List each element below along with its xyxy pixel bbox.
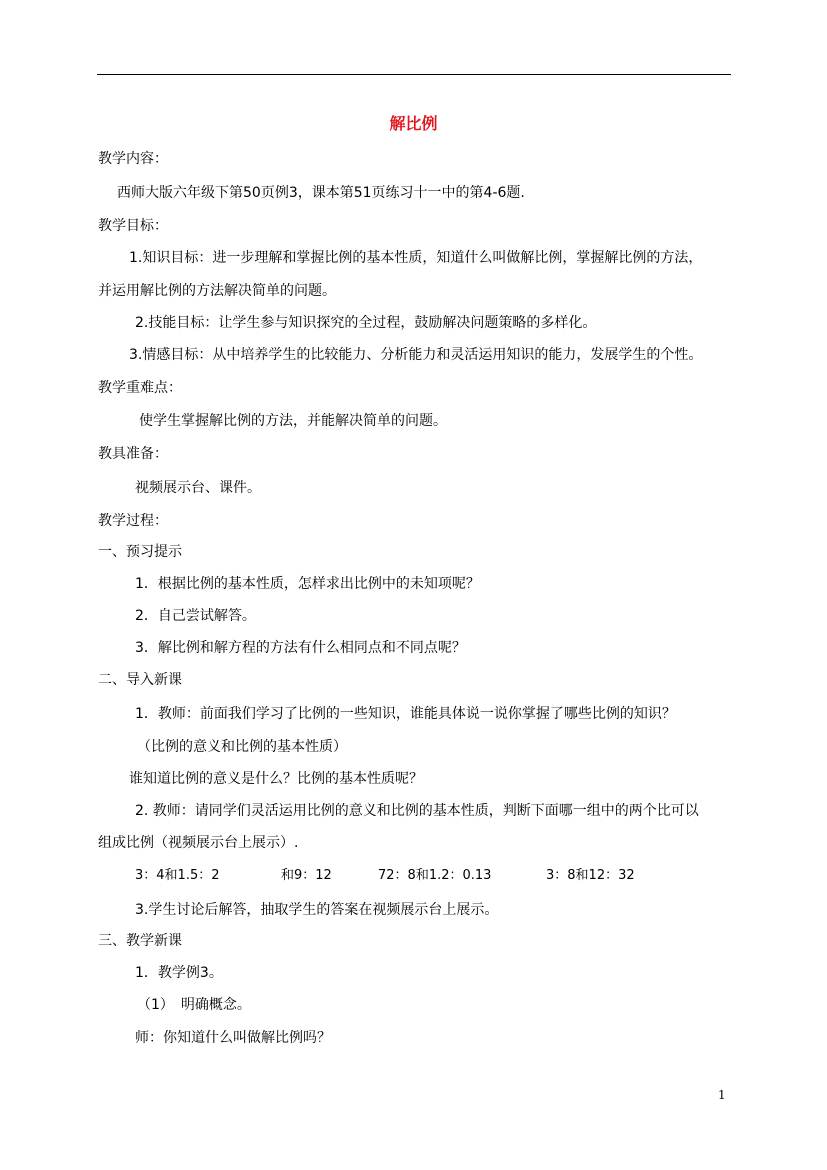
paragraph-line: 2.技能目标：让学生参与知识探究的全过程，鼓励解决问题策略的多样化。 xyxy=(135,315,597,331)
paragraph-line: 组成比例（视频展示台上展示）. xyxy=(98,835,299,851)
page-number: 1 xyxy=(718,1088,726,1102)
list-item: 1．教师：前面我们学习了比例的一些知识，谁能具体说一说你掌握了哪些比例的知识？ xyxy=(135,706,676,722)
paragraph-line: 西师大版六年级下第50页例3，课本第51页练习十一中的第4-6题. xyxy=(117,185,525,201)
list-item: 1．教学例3。 xyxy=(135,965,223,981)
section-heading-goals: 教学目标： xyxy=(98,218,168,234)
paragraph-line: 谁知道比例的意义是什么？比例的基本性质呢？ xyxy=(129,771,423,787)
list-item: （1） 明确概念。 xyxy=(137,997,251,1013)
list-item: 2．自己尝试解答。 xyxy=(135,608,256,624)
section-heading-process: 教学过程： xyxy=(98,513,168,529)
paragraph-line: 1.知识目标：进一步理解和掌握比例的基本性质，知道什么叫做解比例，掌握解比例的方法， xyxy=(129,250,703,266)
subsection-heading: 二、导入新课 xyxy=(98,672,182,688)
ratio-pair: 和9：12 xyxy=(281,868,332,883)
paragraph-line: 3.情感目标：从中培养学生的比较能力、分析能力和灵活运用知识的能力，发展学生的个性。 xyxy=(129,347,703,363)
list-item: 3．解比例和解方程的方法有什么相同点和不同点呢？ xyxy=(135,640,466,656)
ratio-pair: 3：4和1.5：2 xyxy=(135,868,220,883)
document-title: 解比例 xyxy=(389,114,438,133)
paragraph-line: 视频展示台、课件。 xyxy=(135,480,261,496)
list-item: 2. 教师：请同学们灵活运用比例的意义和比例的基本性质，判断下面哪一组中的两个比可以 xyxy=(135,803,699,819)
ratio-pair: 3：8和12：32 xyxy=(546,868,635,883)
section-heading-content: 教学内容： xyxy=(98,151,168,167)
ratio-pair: 72：8和1.2：0.13 xyxy=(378,868,492,883)
subsection-heading: 一、预习提示 xyxy=(98,544,182,560)
paragraph-line: 师：你知道什么叫做解比例吗？ xyxy=(135,1030,331,1046)
section-heading-materials: 教具准备： xyxy=(98,446,168,462)
section-heading-key-points: 教学重难点： xyxy=(98,380,182,396)
list-item: 3.学生讨论后解答，抽取学生的答案在视频展示台上展示。 xyxy=(135,902,499,918)
paragraph-line: 并运用解比例的方法解决简单的问题。 xyxy=(98,283,336,299)
subsection-heading: 三、教学新课 xyxy=(98,933,182,949)
paragraph-line: （比例的意义和比例的基本性质） xyxy=(137,739,347,755)
paragraph-line: 使学生掌握解比例的方法，并能解决简单的问题。 xyxy=(139,413,447,429)
header-rule xyxy=(97,74,731,75)
list-item: 1．根据比例的基本性质，怎样求出比例中的未知项呢？ xyxy=(135,576,480,592)
